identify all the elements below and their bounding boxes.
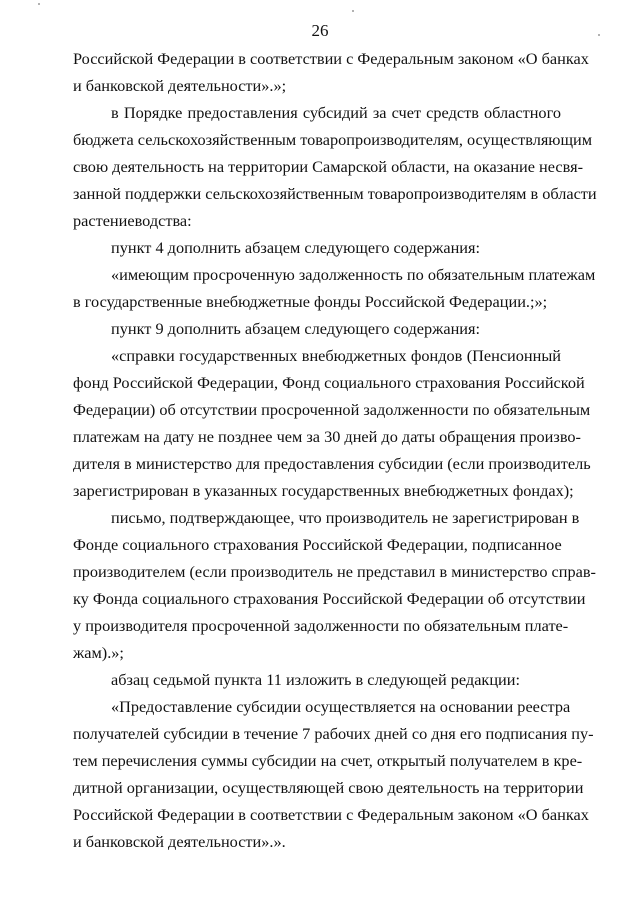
text-line: тем перечисления суммы субсидии на счет, открытый получателем в кре-	[73, 751, 583, 770]
text-line: «справки государственных внебюджетных фондов (Пенсионный	[111, 346, 561, 365]
text-line: и банковской деятельности».».	[73, 832, 286, 851]
scan-speck	[352, 10, 354, 12]
text-line: растениеводства:	[73, 211, 192, 230]
scan-speck	[38, 3, 40, 5]
text-line: бюджета сельскохозяйственным товаропроизводителям, осуществляющим	[73, 130, 593, 149]
text-line: в Порядке предоставления субсидий за счет средств областного	[111, 103, 561, 122]
text-line: производителем (если производитель не представил в министерство справ-	[73, 562, 596, 581]
text-line: Фонде социального страхования Российской Федерации, подписанное	[73, 535, 562, 554]
text-line: занной поддержки сельскохозяйственным товаропроизводителям в области	[73, 184, 597, 203]
text-line: письмо, подтверждающее, что производитель не зарегистрирован в	[111, 508, 580, 527]
text-line: «имеющим просроченную задолженность по обязательным платежам	[111, 265, 596, 284]
text-line: ку Фонда социального страхования Российской Федерации об отсутствии	[73, 589, 586, 608]
text-line: и банковской деятельности».»;	[73, 76, 287, 95]
text-line: абзац седьмой пункта 11 изложить в следующей редакции:	[111, 670, 521, 689]
text-line: платежам на дату не позднее чем за 30 дней до даты обращения произво-	[73, 427, 581, 446]
text-line: дитной организации, осуществляющей свою деятельность на территории	[73, 778, 584, 797]
text-line: зарегистрирован в указанных государственных внебюджетных фондах);	[73, 481, 574, 500]
document-body	[73, 45, 597, 855]
text-line: в государственные внебюджетные фонды Российской Федерации.;»;	[73, 292, 548, 311]
text-line: «Предоставление субсидии осуществляется на основании реестра	[111, 697, 571, 716]
text-line: свою деятельность на территории Самарской области, на оказание несвя-	[73, 157, 584, 176]
page-number: 26	[311, 21, 329, 40]
text-line: у производителя просроченной задолженности по обязательным плате-	[73, 616, 569, 635]
text-line: фонд Российской Федерации, Фонд социального страхования Российской	[73, 373, 585, 392]
text-line: дителя в министерство для предоставления субсидии (если производитель	[73, 454, 591, 473]
text-line: пункт 9 дополнить абзацем следующего содержания:	[111, 319, 481, 338]
text-line: Российской Федерации в соответствии с Федеральным законом «О банках	[73, 49, 589, 68]
text-line: жам).»;	[73, 643, 124, 662]
text-line: Федерации) об отсутствии просроченной задолженности по обязательным	[73, 400, 591, 419]
text-line: Российской Федерации в соответствии с Федеральным законом «О банках	[73, 805, 589, 824]
text-line: пункт 4 дополнить абзацем следующего содержания:	[111, 238, 481, 257]
text-line: получателей субсидии в течение 7 рабочих дней со дня его подписания пу-	[73, 724, 594, 743]
